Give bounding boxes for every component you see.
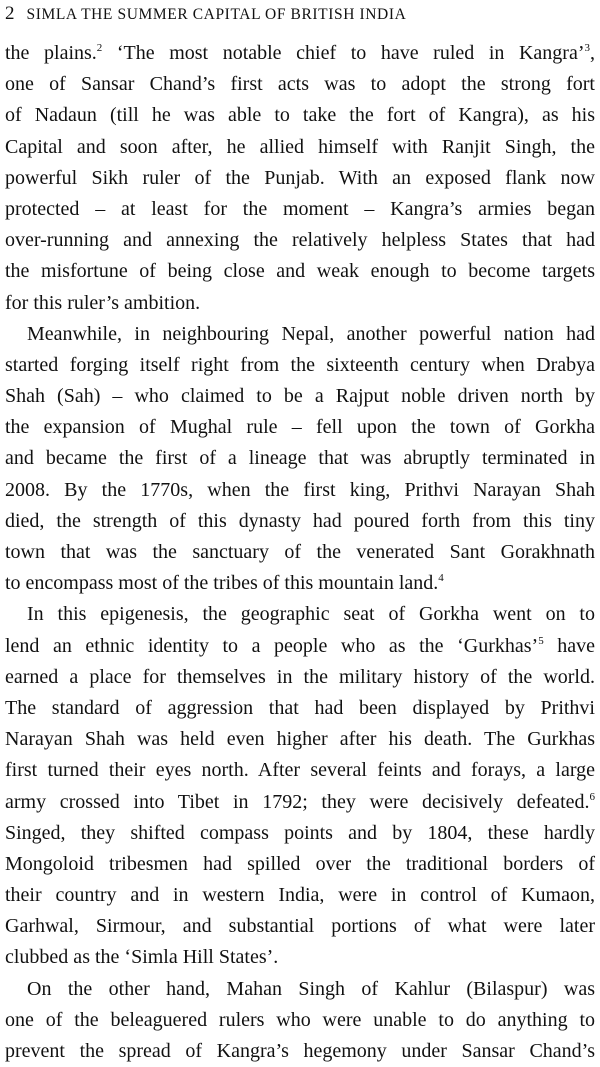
footnote-ref: 2 xyxy=(96,42,103,54)
text-line: Garhwal, Sirmour, and substantial portions of what were later xyxy=(5,915,595,938)
text-line: started forging itself right from the sixteenth century when Drabya xyxy=(5,353,595,376)
text-line: 2008. By the 1770s, when the first king, Prithvi Narayan Shah xyxy=(5,478,595,501)
running-title: SIMLA THE SUMMER CAPITAL OF BRITISH INDIA xyxy=(26,6,407,23)
body-text xyxy=(5,38,595,1067)
running-header xyxy=(5,3,595,29)
text-line: Meanwhile, in neighbouring Nepal, another powerful nation had xyxy=(27,322,595,345)
text-line: town that was the sanctuary of the venerated Sant Gorakhnath xyxy=(5,541,595,563)
text-line: one of Sansar Chand’s first acts was to adopt the strong fort xyxy=(5,73,595,96)
text-line: clubbed as the ‘Simla Hill States’. xyxy=(5,946,279,969)
text-line: earned a place for themselves in the military history of the world. xyxy=(5,665,595,688)
footnote-ref: 4 xyxy=(438,572,444,585)
text-line: lend an ethnic identity to a people who as the ‘Gurkhas’$^5$ have xyxy=(5,634,595,657)
text-line: the expansion of Mughal rule – fell upon the town of Gorkha xyxy=(5,416,595,439)
text-line: the misfortune of being close and weak enough to become targets xyxy=(5,260,595,283)
text-line: died, the strength of this dynasty had poured forth from this tiny xyxy=(5,509,595,532)
text-line: On the other hand, Mahan Singh of Kahlur (Bilaspur) was xyxy=(27,977,595,1000)
text-line: Narayan Shah was held even higher after his death. The Gurkhas xyxy=(5,728,595,751)
text-line: one of the beleaguered rulers who were unable to do anything to xyxy=(5,1008,595,1031)
text-line: over-running and annexing the relatively helpless States that had xyxy=(5,229,595,252)
page-number: 2 xyxy=(5,3,15,24)
text-line: first turned their eyes north. After several feints and forays, a large xyxy=(5,759,595,782)
text-line: prevent the spread of Kangra’s hegemony under Sansar Chand’s xyxy=(5,1040,595,1062)
text-line: their country and in western India, were in control of Kumaon, xyxy=(5,884,595,907)
text-line: Shah (Sah) – who claimed to be a Rajput noble driven north by xyxy=(5,385,595,408)
text-line: protected – at least for the moment – Kangra’s armies began xyxy=(5,197,595,220)
text-line: to encompass most of the tribes of this mountain land.$^4$ xyxy=(5,572,444,595)
text-line: of Nadaun (till he was able to take the fort of Kangra), as his xyxy=(5,104,595,127)
text-line: The standard of aggression that had been displayed by Prithvi xyxy=(5,696,595,719)
text-line: Capital and soon after, he allied himself with Ranjit Singh, the xyxy=(5,135,595,158)
footnote-ref: 3 xyxy=(584,42,590,54)
footnote-ref: 6 xyxy=(589,790,595,803)
text-line: powerful Sikh ruler of the Punjab. With an exposed flank now xyxy=(5,166,595,189)
text-line: army crossed into Tibet in 1792; they were decisively defeated.$^6$ xyxy=(5,790,595,813)
text-line: for this ruler’s ambition. xyxy=(5,291,201,314)
text-line: Singed, they shifted compass points and by 1804, these hardly xyxy=(5,821,595,844)
text-line: Mongoloid tribesmen had spilled over the traditional borders of xyxy=(5,852,595,875)
footnote-ref: 5 xyxy=(538,634,544,647)
text-line: In this epigenesis, the geographic seat of Gorkha went on to xyxy=(27,603,595,626)
text-line: the plains.$^2$ ‘The most notable chief to have ruled in Kangra’$^3$, xyxy=(5,42,595,64)
text-line: and became the first of a lineage that was abruptly terminated in xyxy=(5,447,595,470)
